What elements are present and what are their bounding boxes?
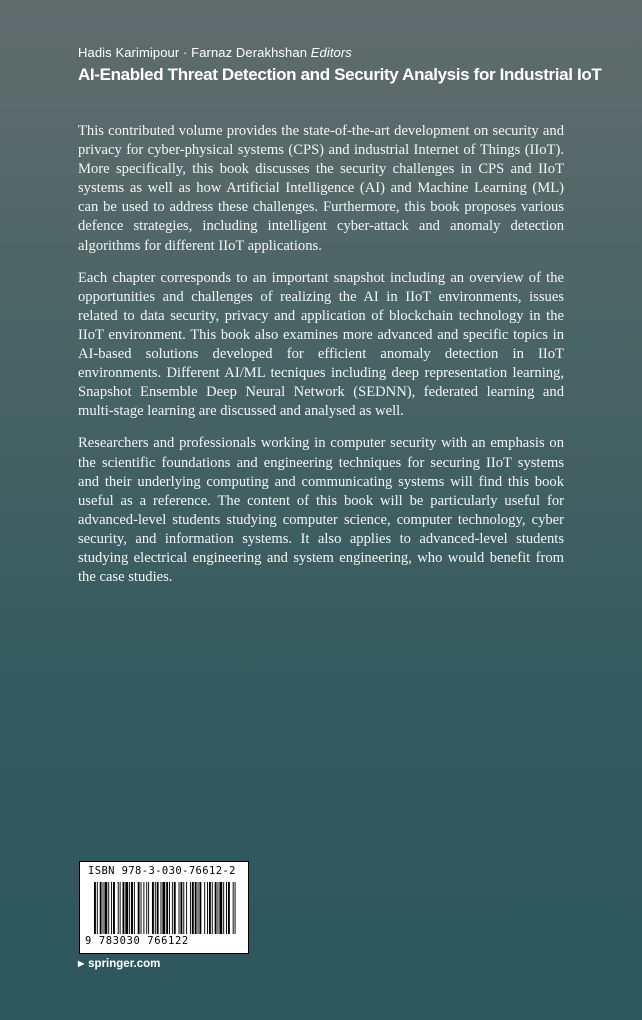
editor-names: Hadis Karimipour · Farnaz Derakhshan [78,45,308,60]
editors-line [78,45,352,60]
isbn-label: ISBN 978-3-030-76612-2 [88,865,236,877]
description-paragraph: This contributed volume provides the state-of-the-art development on security and privacy for cyber-physical systems (CPS) and industrial Internet of Things (IIoT). More specifically, this book discusses the security challenges in CPS and IIoT systems as well as how Artificial Intelligence (AI) and Machine Learning (ML) can be used to address these challenges. Furthermore, this book proposes various defence strategies, including intelligent cyber-attack and anomaly detection algorithms for different IIoT applications. [78,123,564,254]
right-triangle-icon: ▶ [78,959,85,968]
book-title: AI-Enabled Threat Detection and Security Analysis for Industrial IoT [78,65,602,84]
description-paragraph: Researchers and professionals working in computer security with an emphasis on the scientific foundations and engineering techniques for securing IIoT systems and their underlying computing and communicating systems will find this book useful as a reference. The content of this book will be particularly useful for advanced-level students studying computer science, computer technology, cyber security, and information systems. It also applies to advanced-level students studying electrical engineering and system engineering, who would benefit from the case studies. [78,435,564,586]
publisher-link[interactable] [78,958,160,970]
publisher-url: springer.com [88,958,161,970]
barcode-digits: 9 783030 766122 [85,935,189,947]
book-description [78,122,564,600]
description-paragraph: Each chapter corresponds to an important snapshot including an overview of the opportunities and challenges of realizing the AI in IIoT environments, issues related to data security, privacy and application of blockchain technology in the IIoT environment. This book also examines more advanced and specific topics in AI-based solutions developed for efficient anomaly detection in IIoT environments. Different AI/ML tecniques including deep representation learning, Snapshot Ensemble Deep Neural Network (SEDNN), federated learning and multi-stage learning are discussed and analysed as well. [78,269,564,420]
editors-role: Editors [310,45,352,60]
isbn-barcode [79,861,249,954]
barcode-bars [94,882,236,934]
